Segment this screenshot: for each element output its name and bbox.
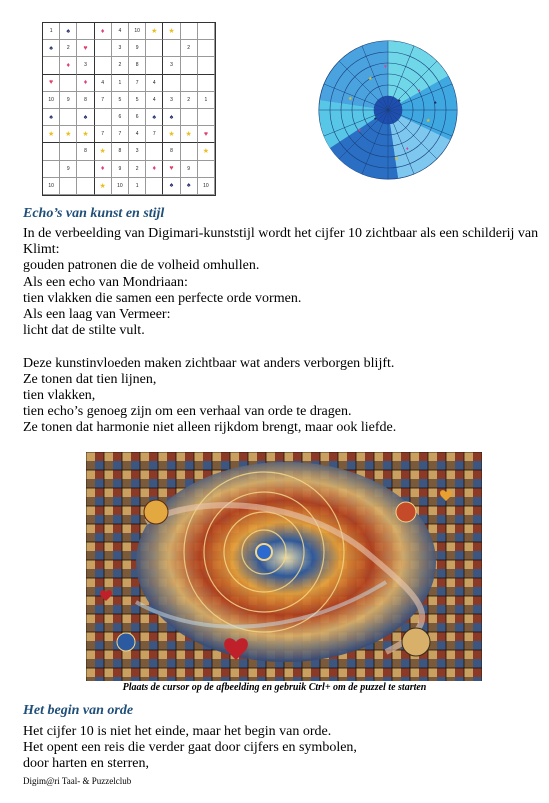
sudoku-cell [146, 57, 163, 74]
sudoku-cell [198, 161, 215, 178]
sudoku-cell: 10 [43, 92, 60, 109]
sudoku-cell [146, 178, 163, 195]
sudoku-cell [163, 40, 180, 57]
sudoku-cell: 2 [60, 40, 77, 57]
svg-text:♠: ♠ [398, 99, 401, 104]
sudoku-cell: 5 [129, 92, 146, 109]
sudoku-cell: 9 [129, 40, 146, 57]
text-line: tien echo’s genoeg zijn om een verhaal van orde te dragen. [23, 404, 352, 420]
sudoku-cell: 8 [77, 92, 94, 109]
svg-text:♥: ♥ [384, 64, 387, 70]
artwork-image[interactable] [86, 452, 482, 681]
sudoku-cell [181, 143, 198, 160]
sudoku-grid [42, 22, 216, 196]
svg-text:★: ★ [368, 77, 373, 82]
sudoku-cell: ★ [95, 178, 112, 195]
sudoku-cell: 4 [95, 75, 112, 92]
sudoku-cell [60, 109, 77, 126]
sudoku-cell: 10 [198, 178, 215, 195]
text-line: In de verbeelding van Digimari-kunststijl wordt het cijfer 10 zichtbaar als een schilderij van [23, 226, 539, 241]
svg-text:♦: ♦ [418, 88, 421, 94]
text-line: Het cijfer 10 is niet het einde, maar het begin van orde. [23, 724, 332, 739]
sudoku-cell: ★ [43, 126, 60, 143]
sudoku-cell [181, 23, 198, 40]
sudoku-cell: 2 [112, 57, 129, 74]
text-line: Als een echo van Mondriaan: [23, 274, 188, 290]
sudoku-cell: 3 [129, 143, 146, 160]
sudoku-cell: ♦ [95, 23, 112, 40]
text-line: Het opent een reis die verder gaat door cijfers en symbolen, [23, 740, 357, 756]
footer-club-name: Digim@ri Taal- & Puzzelclub [23, 776, 132, 786]
sudoku-cell: ★ [77, 126, 94, 143]
sudoku-cell: ♠ [181, 178, 198, 195]
sudoku-cell: ★ [60, 126, 77, 143]
sudoku-cell [163, 75, 180, 92]
sudoku-cell [181, 75, 198, 92]
sudoku-cell: 2 [181, 92, 198, 109]
sudoku-cell [198, 109, 215, 126]
sudoku-cell: ♠ [60, 23, 77, 40]
svg-text:★: ★ [348, 97, 353, 102]
sudoku-cell [198, 57, 215, 74]
sudoku-cell: 4 [146, 92, 163, 109]
sudoku-cell: 7 [95, 126, 112, 143]
sudoku-cell [146, 143, 163, 160]
sudoku-cell: 9 [181, 161, 198, 178]
svg-text:♠: ♠ [374, 117, 377, 122]
sudoku-cell: ♠ [163, 109, 180, 126]
svg-text:♠: ♠ [434, 101, 437, 106]
sudoku-cell: 10 [129, 23, 146, 40]
sudoku-cell: 1 [129, 178, 146, 195]
sudoku-cell [77, 161, 94, 178]
sudoku-cell: ★ [146, 23, 163, 40]
sudoku-cell [43, 143, 60, 160]
sudoku-cell: 1 [198, 92, 215, 109]
sudoku-cell: ♦ [146, 161, 163, 178]
sudoku-cell: 7 [95, 92, 112, 109]
sudoku-cell: 6 [112, 109, 129, 126]
sudoku-cell [95, 57, 112, 74]
sudoku-cell: ♠ [163, 178, 180, 195]
section-heading-echos: Echo’s van kunst en stijl [23, 206, 165, 221]
section-body-echos [23, 226, 538, 437]
sudoku-cell: 4 [112, 23, 129, 40]
sudoku-cell: ♠ [43, 40, 60, 57]
sudoku-cell: ★ [198, 143, 215, 160]
text-line: Als een laag van Vermeer: [23, 307, 171, 323]
sudoku-cell: ♥ [77, 40, 94, 57]
sudoku-cell: ★ [163, 126, 180, 143]
sudoku-cell [146, 40, 163, 57]
sudoku-cell: ♥ [198, 126, 215, 143]
section-heading-begin: Het begin van orde [23, 703, 134, 718]
sudoku-cell: 8 [129, 57, 146, 74]
sudoku-cell: 6 [129, 109, 146, 126]
text-line: Ze tonen dat tien lijnen, [23, 371, 157, 387]
sudoku-cell: 10 [43, 178, 60, 195]
sudoku-cell [60, 75, 77, 92]
sudoku-cell: 1 [112, 75, 129, 92]
sudoku-cell: 8 [163, 143, 180, 160]
sudoku-cell [60, 143, 77, 160]
sudoku-cell: 3 [112, 40, 129, 57]
sudoku-cell: 10 [112, 178, 129, 195]
sudoku-cell: ★ [95, 143, 112, 160]
sudoku-cell [77, 178, 94, 195]
sudoku-cell: ♥ [163, 161, 180, 178]
sudoku-cell: 4 [129, 126, 146, 143]
text-line [23, 339, 538, 355]
sudoku-cell: ♠ [146, 109, 163, 126]
image-caption: Plaats de cursor op de afbeelding en gebruik Ctrl+ om de puzzel te starten [122, 682, 427, 693]
sudoku-cell: 9 [60, 92, 77, 109]
text-line: tien vlakken, [23, 388, 96, 404]
section-body-begin [23, 724, 357, 773]
sudoku-cell: 7 [112, 126, 129, 143]
svg-text:★: ★ [426, 119, 431, 124]
sudoku-cell: 7 [129, 75, 146, 92]
sudoku-cell: ★ [163, 23, 180, 40]
sudoku-cell [198, 75, 215, 92]
sudoku-cell: 3 [77, 57, 94, 74]
svg-text:♦: ♦ [406, 146, 409, 152]
text-line: Deze kunstinvloeden maken zichtbaar wat anders verborgen blijft. [23, 355, 395, 371]
circular-puzzle-wheel [318, 40, 458, 180]
sudoku-cell [198, 40, 215, 57]
text-line: Ze tonen dat harmonie niet alleen rijkdom brengt, maar ook liefde. [23, 420, 397, 436]
sudoku-cell: 2 [181, 40, 198, 57]
sudoku-cell: ♠ [43, 109, 60, 126]
sudoku-cell: ★ [181, 126, 198, 143]
text-line: door harten en sterren, [23, 756, 149, 772]
sudoku-cell [43, 57, 60, 74]
svg-text:♥: ♥ [358, 128, 361, 134]
sudoku-cell: ♦ [95, 161, 112, 178]
sudoku-cell: ♦ [60, 57, 77, 74]
sudoku-cell: 9 [60, 161, 77, 178]
sudoku-cell [43, 161, 60, 178]
text-line: tien vlakken die samen een perfecte orde vormen. [23, 290, 302, 306]
sudoku-cell: 7 [146, 126, 163, 143]
text-line: licht dat de stilte vult. [23, 323, 145, 339]
sudoku-cell: 5 [112, 92, 129, 109]
sudoku-cell: 1 [43, 23, 60, 40]
text-line: Klimt: [23, 242, 60, 258]
sudoku-cell: ♥ [43, 75, 60, 92]
sudoku-cell [198, 23, 215, 40]
sudoku-cell: 2 [129, 161, 146, 178]
sudoku-cell [181, 57, 198, 74]
sudoku-cell: 3 [163, 92, 180, 109]
sudoku-cell [181, 109, 198, 126]
sudoku-cell [77, 23, 94, 40]
sudoku-cell: 4 [146, 75, 163, 92]
text-line: gouden patronen die de volheid omhullen. [23, 258, 260, 274]
sudoku-cell: ♦ [77, 75, 94, 92]
svg-text:★: ★ [394, 157, 399, 162]
sudoku-cell: 3 [163, 57, 180, 74]
sudoku-cell: 8 [112, 143, 129, 160]
sudoku-cell: ♠ [77, 109, 94, 126]
sudoku-cell [60, 178, 77, 195]
sudoku-cell: 8 [77, 143, 94, 160]
sudoku-cell [95, 109, 112, 126]
sudoku-cell [95, 40, 112, 57]
sudoku-cell: 9 [112, 161, 129, 178]
